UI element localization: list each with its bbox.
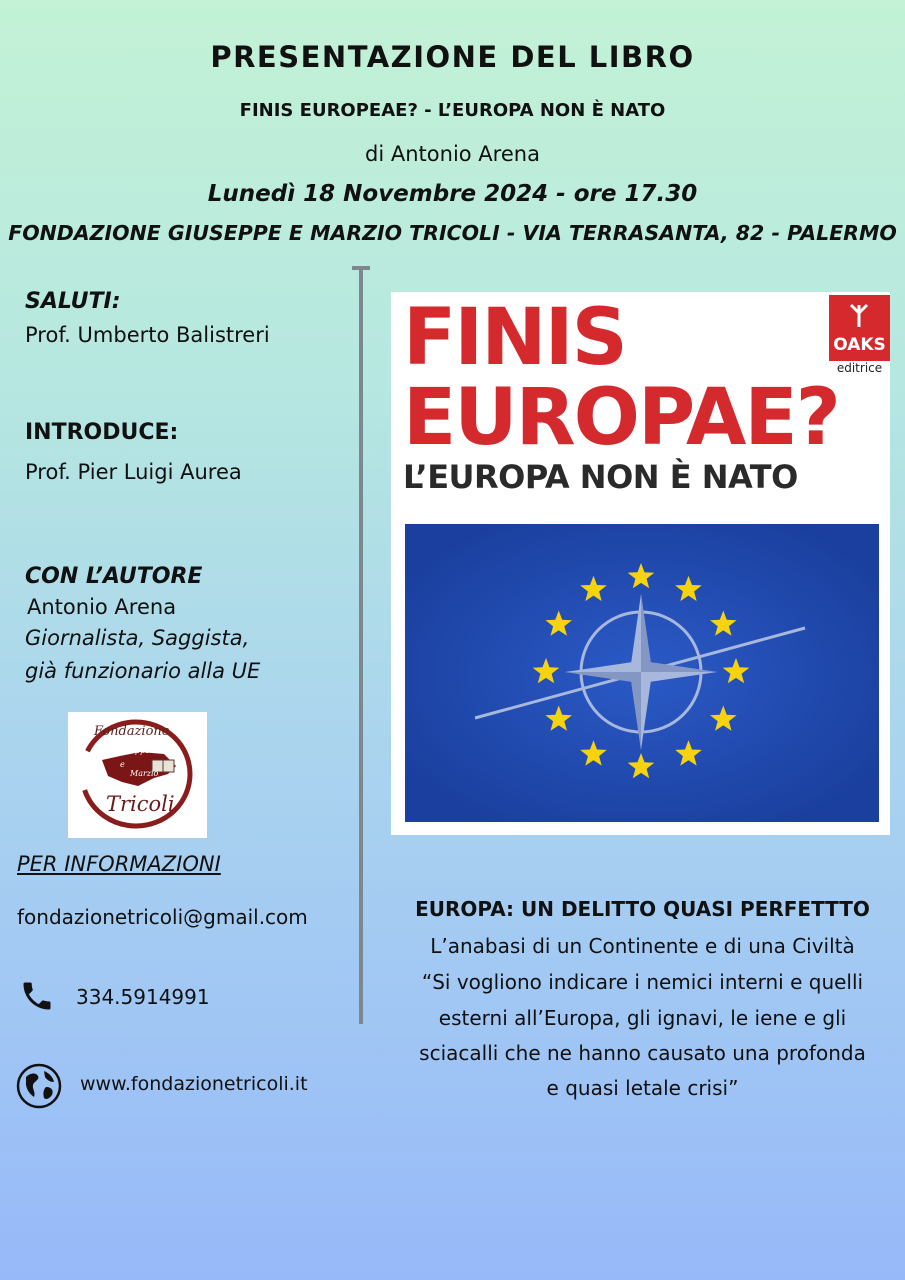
oaks-tree-icon (829, 295, 890, 335)
contact-website[interactable]: www.fondazionetricoli.it (80, 1073, 308, 1095)
description-line3: esterni all’Europa, gli ignavi, le iene e gli (438, 1006, 847, 1030)
greetings-name: Prof. Umberto Balistreri (25, 323, 270, 347)
event-date: Lunedì 18 Novembre 2024 - ore 17.30 (207, 181, 698, 207)
author-line: di Antonio Arena (365, 142, 540, 166)
logo-line4: Marzio (130, 769, 159, 778)
greetings-label: SALUTI: (25, 289, 121, 314)
description-line5: e quasi letale crisi” (546, 1076, 739, 1100)
publisher-badge (829, 295, 890, 361)
publisher-name: OAKS (833, 335, 886, 355)
contact-phone[interactable]: 334.5914991 (76, 985, 210, 1009)
contact-email[interactable]: fondazionetricoli@gmail.com (17, 905, 308, 929)
logo-line1: Fondazione (94, 724, 170, 739)
logo-line3: e (120, 760, 125, 769)
cover-subtitle: L’EUROPA NON È NATO (403, 458, 798, 496)
column-divider (359, 268, 363, 1024)
description-line2: “Si vogliono indicare i nemici interni e quelli (421, 970, 864, 994)
description-title: EUROPA: UN DELITTO QUASI PERFETTTO (415, 897, 870, 921)
eu-nato-flag (405, 524, 879, 822)
cover-title-line1: FINIS (403, 293, 626, 383)
cover-title-line2: EUROPAE? (403, 373, 839, 463)
logo-line2: Giuseppe (112, 746, 150, 755)
description-line4: sciacalli che ne hanno causato una profonda (419, 1041, 866, 1065)
info-heading: PER INFORMAZIONI (17, 852, 221, 876)
author-name: Antonio Arena (27, 595, 177, 619)
page-title: PRESENTAZIONE DEL LIBRO (210, 40, 695, 74)
event-venue: FONDAZIONE GIUSEPPE E MARZIO TRICOLI - VIA TERRASANTA, 82 - PALERMO (8, 221, 897, 245)
intro-name: Prof. Pier Luigi Aurea (25, 460, 242, 484)
logo-line5: Tricoli (106, 792, 175, 816)
publisher-logo (829, 295, 890, 377)
phone-icon (19, 978, 55, 1018)
flag-graphic (405, 524, 879, 822)
book-cover (391, 292, 890, 835)
author-label: CON L’AUTORE (25, 564, 203, 589)
intro-label: INTRODUCE: (25, 420, 179, 445)
publisher-sub: editrice (836, 361, 883, 375)
foundation-logo (68, 712, 207, 838)
description-line1: L’anabasi di un Continente e di una Civiltà (430, 934, 855, 958)
globe-icon (16, 1063, 62, 1113)
author-role-1: Giornalista, Saggista, (25, 626, 250, 650)
author-role-2: già funzionario alla UE (25, 659, 261, 683)
book-title: FINIS EUROPEAE? - L’EUROPA NON È NATO (239, 100, 666, 121)
